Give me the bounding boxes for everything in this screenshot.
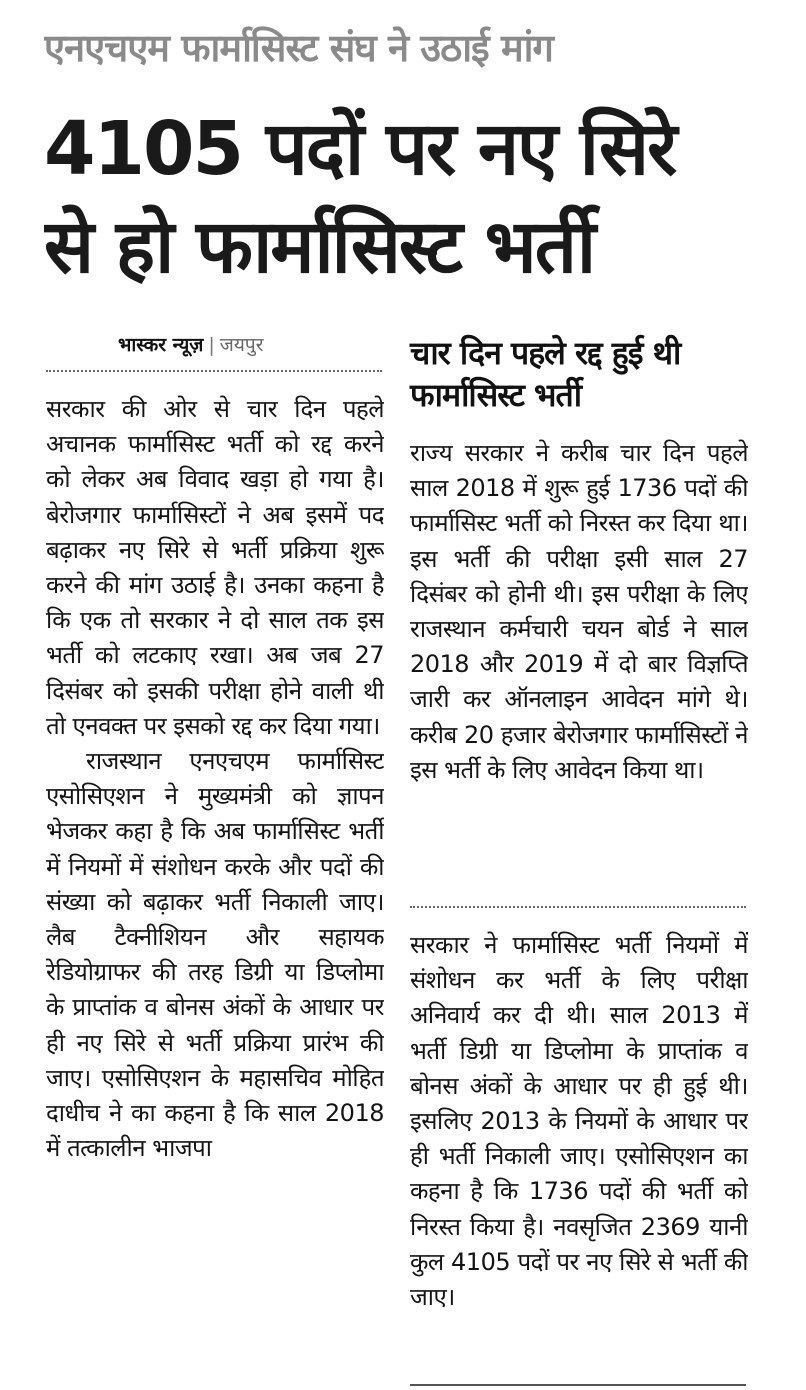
right-dotted-divider xyxy=(410,906,746,908)
headline-line-2: से हो फार्मासिस्ट भर्ती xyxy=(44,204,595,290)
left-paragraph-2: राजस्थान एनएचएम फार्मासिस्ट एसोसिएशन ने मुख्यमंत्री को ज्ञापन भेजकर कहा है कि अब फार्मासिस्ट भर्ती में नियमों में संशोधन करके और पदों की संख्या को बढ़ाकर भर्ती निकाली जाए। लैब टैक्नीशियन और सहायक रेडियोग्राफर की तरह डिग्री या डिप्लोमा के प्राप्तांक व बोनस अंकों के आधार पर ही नए सिरे से भर्ती प्रक्रिया प्रारंभ की जाए। एसोसिएशन के महासचिव मोहित दाधीच ने का कहना है कि साल 2018 में तत्कालीन भाजपा xyxy=(46,747,384,1163)
article-headline xyxy=(44,100,784,296)
headline-line-1: 4105 पदों पर नए सिरे xyxy=(44,106,676,192)
right-column-block-1 xyxy=(410,436,748,898)
byline-agency: भास्कर न्यूज़ xyxy=(118,334,204,356)
left-paragraph-1: सरकार की ओर से चार दिन पहले अचानक फार्मासिस्ट भर्ती को रद्द करने को लेकर अब विवाद खड़ा हो गया है। बेरोजगार फार्मासिस्टों ने अब इसमें पद बढ़ाकर नए सिरे से भर्ती प्रक्रिया शुरू करने की मांग उठाई है। उनका कहना है कि एक तो सरकार ने दो साल तक इस भर्ती को लटकाए रखा। अब जब 27 दिसंबर को इसकी परीक्षा होने वाली थी तो एनवक्त पर इसको रद्द कर दिया गया। xyxy=(46,395,384,740)
byline-city: जयपुर xyxy=(219,334,264,356)
byline-dotted-divider xyxy=(46,370,382,372)
right-paragraph-2: सरकार ने फार्मासिस्ट भर्ती नियमों में संशोधन कर भर्ती के लिए परीक्षा अनिवार्य कर दी थी। साल 2013 में भर्ती डिग्री या डिप्लोमा के प्राप्तांक व बोनस अंकों के आधार पर ही हुई थी। इसलिए 2013 के नियमों के आधार पर ही भर्ती निकाली जाए। एसोसिएशन का कहना है कि 1736 पदों की भर्ती को निरस्त किया है। नवसृजित 2369 यानी कुल 4105 पदों पर नए सिरे से भर्ती की जाए। xyxy=(410,931,748,1312)
right-paragraph-1: राज्य सरकार ने करीब चार दिन पहले साल 2018 में शुरू हुई 1736 पदों की फार्मासिस्ट भर्ती को निरस्त कर दिया था। इस भर्ती की परीक्षा इसी साल 27 दिसंबर को होनी थी। इस परीक्षा के लिए राजस्थान कर्मचारी चयन बोर्ड ने साल 2018 और 2019 में दो बार विज्ञप्ति जारी कर ऑनलाइन आवेदन मांगे थे। करीब 20 हजार बेरोजगार फार्मासिस्टों ने इस भर्ती के लिए आवेदन किया था। xyxy=(410,439,748,784)
right-column-block-2 xyxy=(410,928,748,1376)
byline-separator: | xyxy=(208,334,215,356)
right-subheading: चार दिन पहले रद्द हुई थी फार्मासिस्ट भर्ती xyxy=(410,334,681,414)
byline xyxy=(118,328,388,362)
article-kicker: एनएचएम फार्मासिस्ट संघ ने उठाई मांग xyxy=(44,26,553,70)
bottom-rule xyxy=(410,1384,746,1386)
left-column xyxy=(46,392,384,1382)
